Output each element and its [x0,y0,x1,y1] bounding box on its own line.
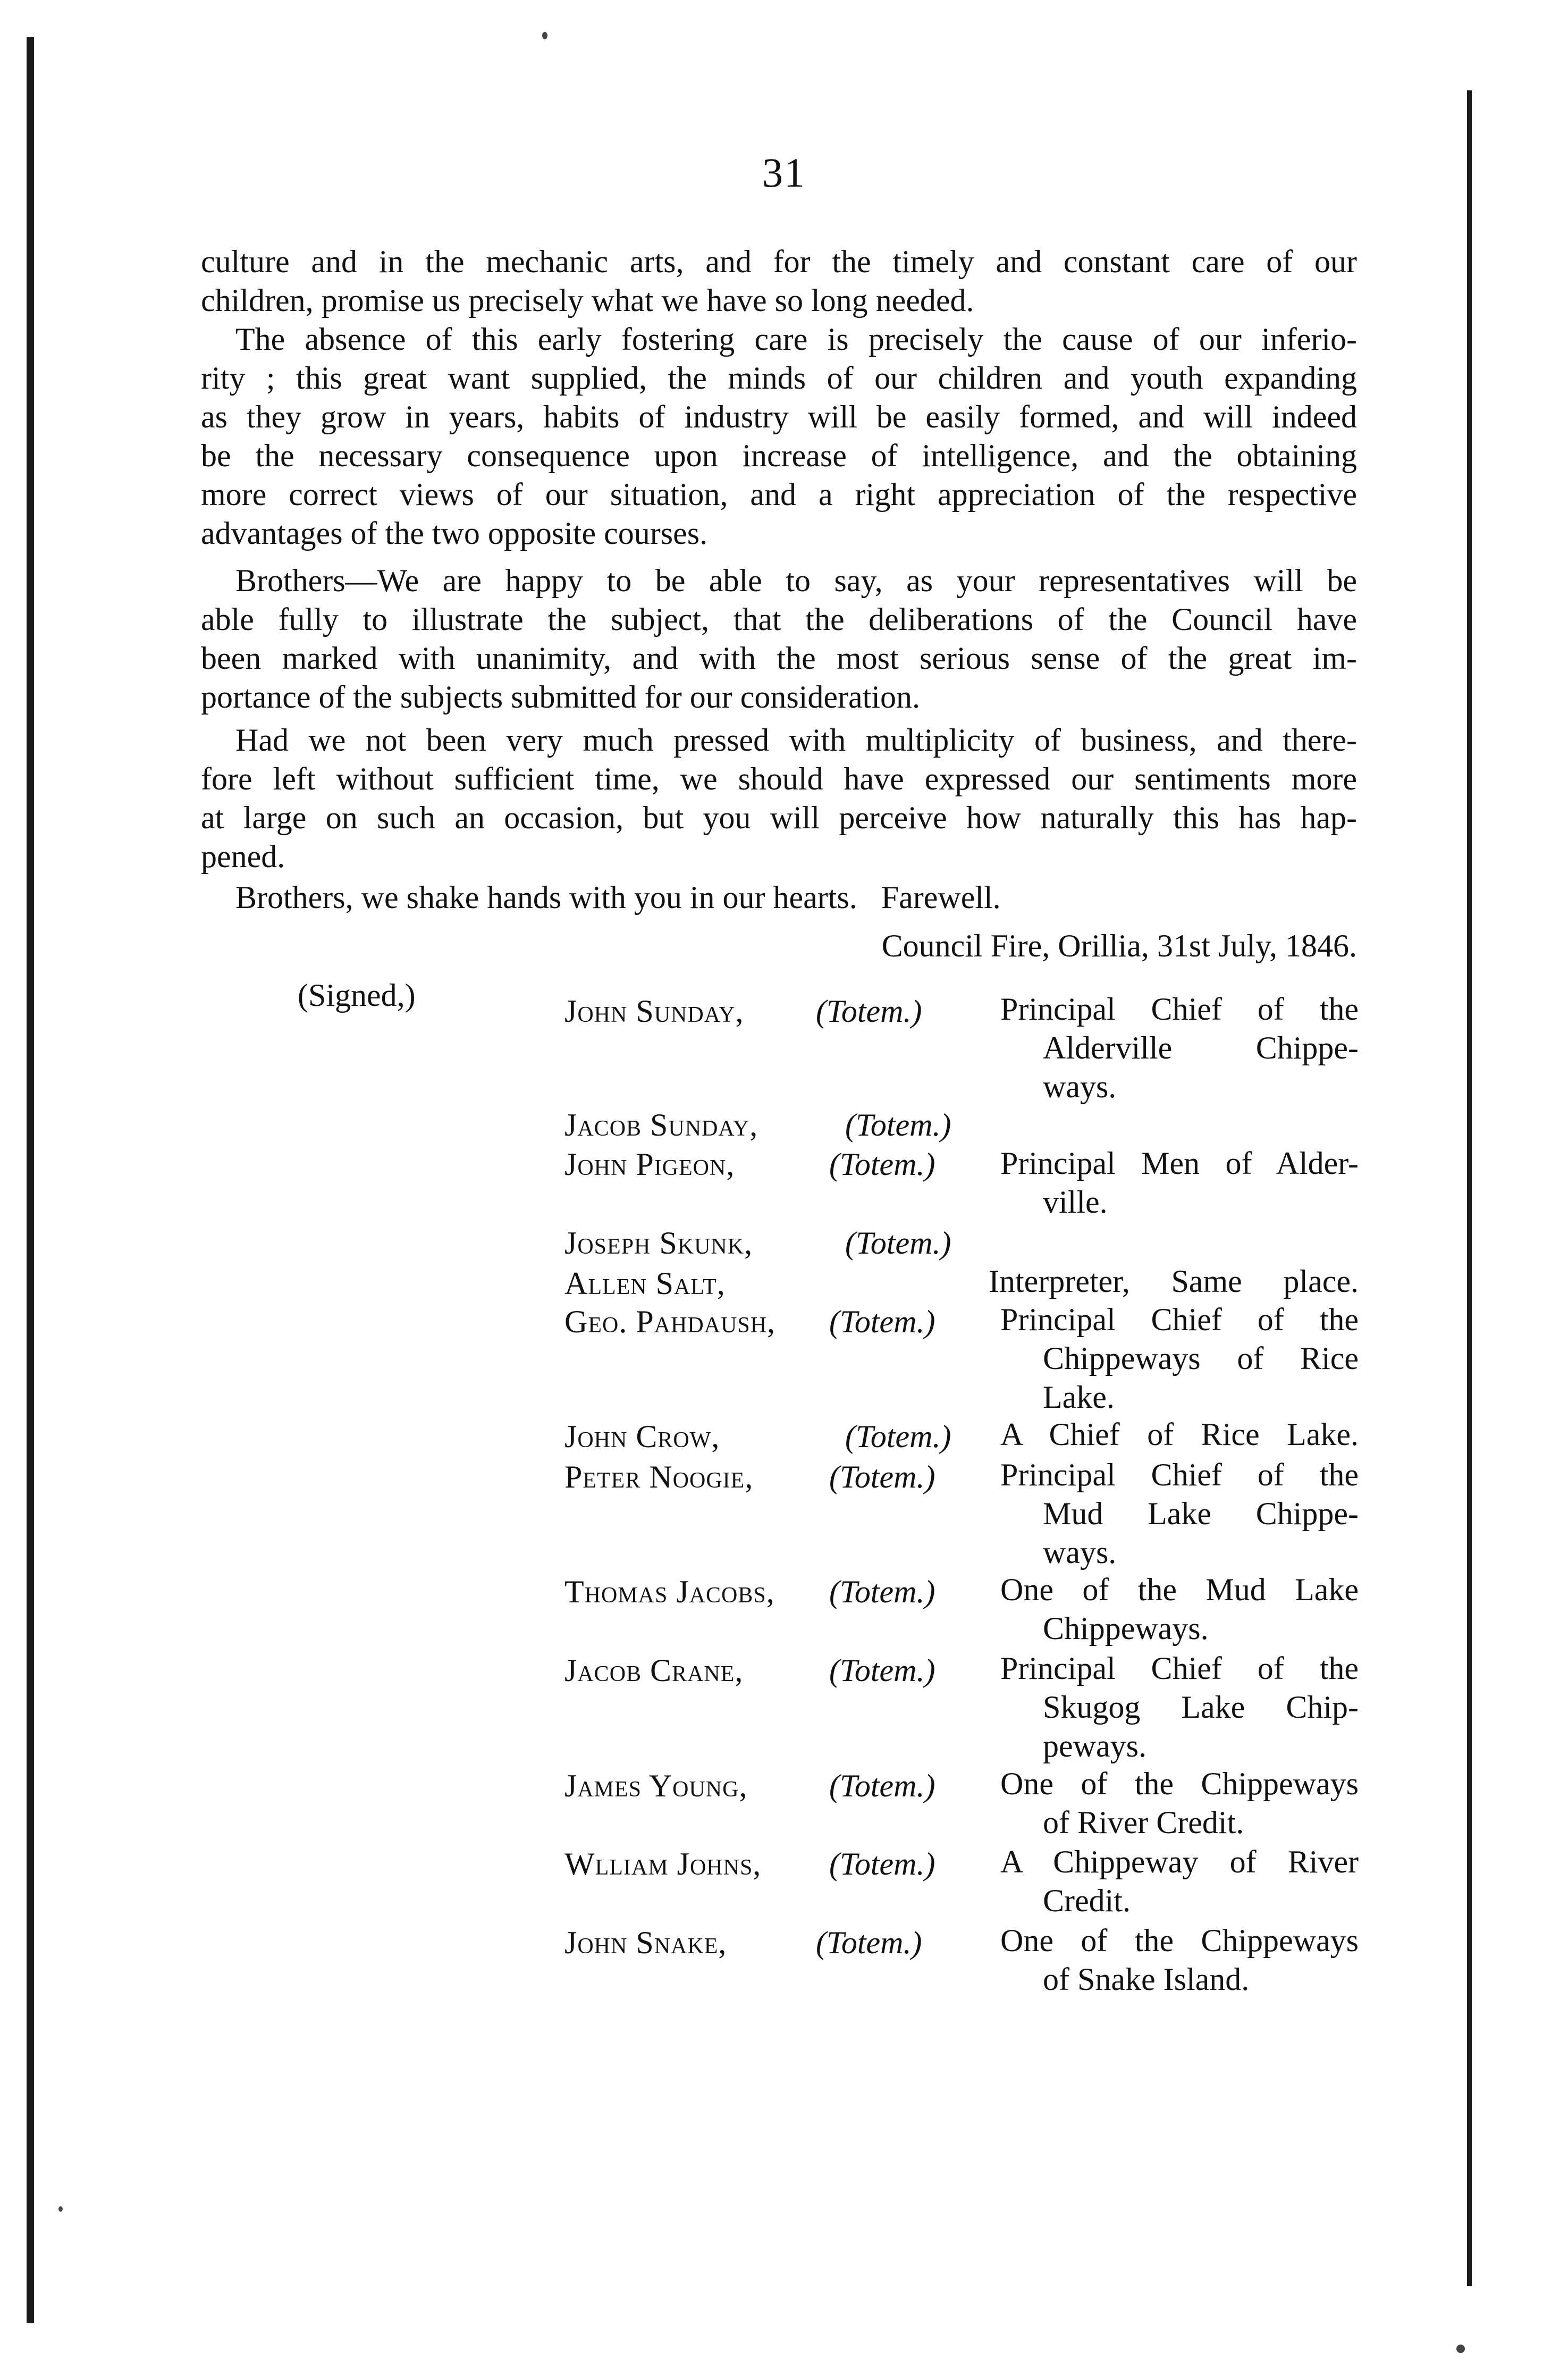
signatory-name: John Sunday, [564,994,744,1029]
description-line: Chippeways. [1043,1611,1209,1646]
text-line: culture and in the mechanic arts, and for the timely and constant care of our [201,244,1357,279]
scan-speck [58,2206,63,2212]
text-line: The absence of this early fostering care is precisely the cause of our inferio- [235,322,1357,357]
paragraph [201,320,1357,553]
text-line: Brothers—We are happy to be able to say, as your representatives will be [235,563,1357,598]
signatory-totem: (Totem.) [845,1225,951,1261]
description-line: of Snake Island. [1043,1962,1250,1997]
text-line: fore left without sufficient time, we should have expressed our sentiments more [201,761,1357,796]
signatory-description [1000,1843,1359,1920]
description-line: Principal Men of Alder- [1000,1146,1359,1181]
signatory-description [989,1262,1359,1301]
signatory-name: John Snake, [564,1925,727,1960]
description-line: Principal Chief of the [1000,1651,1359,1686]
text-line: rity ; this great want supplied, the minds of our children and youth expanding [201,360,1357,396]
signatory-name: Peter Noogie, [564,1459,754,1494]
signatory-totem: (Totem.) [816,994,922,1029]
signatory-name: Thomas Jacobs, [564,1574,775,1609]
signatory-totem: (Totem.) [829,1768,935,1803]
signed-label: (Signed,) [298,978,416,1013]
description-line: Skugog Lake Chip- [1043,1690,1359,1725]
description-line: of River Credit. [1043,1805,1244,1840]
text-line: been marked with unanimity, and with the most serious sense of the great im- [201,641,1357,676]
description-line: Chippeways of Rice [1043,1341,1359,1376]
text-line: able fully to illustrate the subject, that the deliberations of the Council have [201,602,1357,637]
signatory-description [1000,1300,1359,1417]
description-line: Credit. [1043,1883,1131,1918]
signatory-description [1000,1415,1359,1454]
text-line: portance of the subjects submitted for our consideration. [201,679,920,715]
description-line: Principal Chief of the [1000,1302,1359,1337]
description-line: ville. [1043,1184,1108,1220]
signatory-description [1000,1765,1359,1842]
signatory-description [1000,1456,1359,1572]
signatory-name: Joseph Skunk, [564,1225,753,1261]
description-line: Mud Lake Chippe- [1043,1496,1359,1531]
text-line: Had we not been very much pressed with multiplicity of business, and there- [235,723,1357,758]
description-line: A Chippeway of River [1000,1844,1359,1879]
text-line: at large on such an occasion, but you will perceive how naturally this has hap- [201,800,1357,835]
paragraph [201,561,1357,717]
description-line: ways. [1043,1069,1117,1104]
text-line: pened. [201,839,285,874]
text-line: advantages of the two opposite courses. [201,516,708,551]
description-line: peways. [1043,1728,1147,1763]
scan-speck [1456,2345,1465,2353]
signatory-name: Wlliam Johns, [564,1846,762,1881]
scan-edge-left [27,37,34,2323]
text-line: children, promise us precisely what we have so long needed. [201,283,974,318]
signatory-totem: (Totem.) [816,1925,922,1960]
scan-edge-right [1467,90,1472,2286]
description-line: ways. [1043,1535,1117,1570]
signatory-name: James Young, [564,1768,748,1803]
text-line: Brothers, we shake hands with you in our hearts. Farewell. [235,880,1001,915]
signatory-totem: (Totem.) [829,1304,935,1339]
description-line: One of the Chippeways [1000,1923,1359,1958]
signatory-name: Jacob Sunday, [564,1107,758,1143]
signatory-totem: (Totem.) [829,1459,935,1494]
dateline: Council Fire, Orillia, 31st July, 1846. [881,928,1357,963]
signatory-description [1000,1570,1359,1648]
signatory-totem: (Totem.) [829,1574,935,1609]
signatory-description [1000,1921,1359,1999]
signatory-totem: (Totem.) [829,1653,935,1688]
signatory-name: John Crow, [564,1419,720,1454]
description-line: One of the Chippeways [1000,1766,1359,1801]
description-line: One of the Mud Lake [1000,1572,1359,1607]
paragraph [201,878,1357,917]
signatory-totem: (Totem.) [845,1419,951,1454]
scan-speck [542,32,547,39]
signatory-name: Jacob Crane, [564,1653,744,1688]
signatory-totem: (Totem.) [829,1846,935,1881]
description-line: Interpreter, Same place. [989,1264,1359,1299]
signatory-totem: (Totem.) [845,1107,951,1143]
signatory-name: Allen Salt, [564,1266,726,1301]
paragraph [201,242,1357,320]
signatory-description [1000,990,1359,1106]
signatory-name: Geo. Pahdaush, [564,1304,776,1339]
text-line: as they grow in years, habits of industry will be easily formed, and will indeed [201,399,1357,434]
description-line: A Chief of Rice Lake. [1000,1417,1359,1452]
description-line: Principal Chief of the [1000,1457,1359,1492]
page-number: 31 [762,149,806,196]
description-line: Alderville Chippe- [1043,1030,1359,1065]
signatory-name: John Pigeon, [564,1147,735,1182]
signatory-totem: (Totem.) [829,1147,935,1182]
signatory-description [1000,1649,1359,1766]
text-line: be the necessary consequence upon increase of intelligence, and the obtaining [201,438,1357,473]
signatory-description [1000,1144,1359,1222]
paragraph [201,721,1357,876]
text-line: more correct views of our situation, and a right appreciation of the respective [201,477,1357,512]
description-line: Lake. [1043,1380,1115,1415]
description-line: Principal Chief of the [1000,992,1359,1027]
